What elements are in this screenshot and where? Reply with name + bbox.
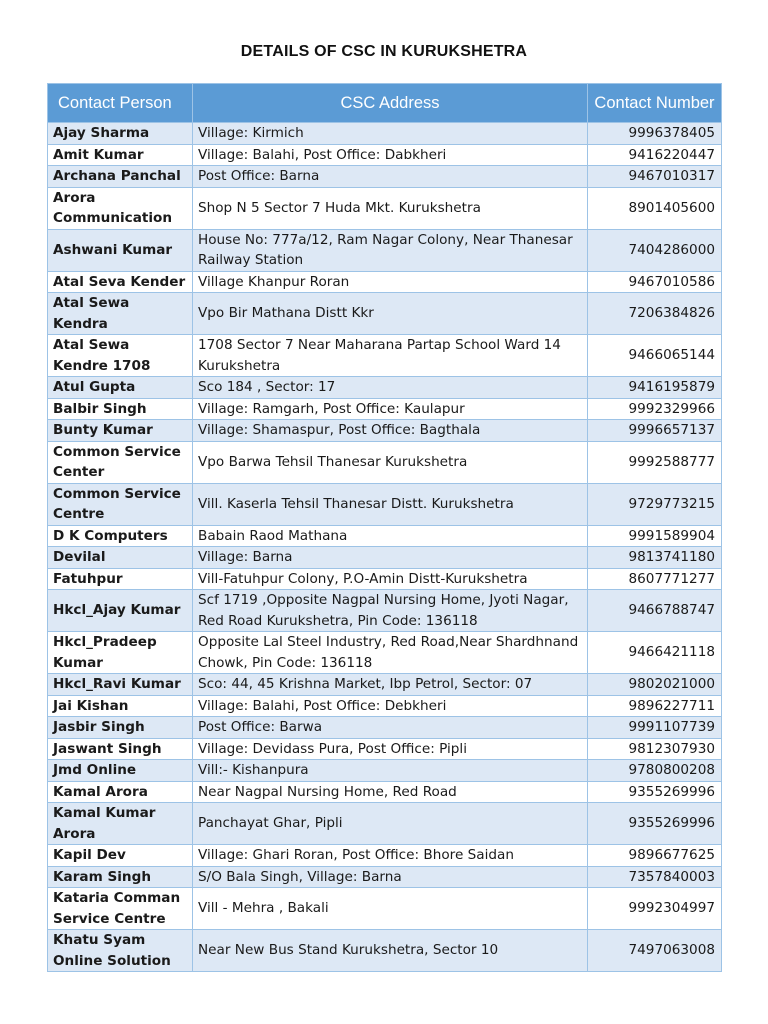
table-row	[48, 866, 722, 888]
csc-address-cell: Post Office: Barwa	[193, 717, 588, 739]
contact-number-cell: 9991589904	[588, 525, 722, 547]
table-row	[48, 293, 722, 335]
table-row	[48, 760, 722, 782]
contact-number-cell: 9896677625	[588, 845, 722, 867]
column-header-contact-person: Contact Person	[48, 84, 193, 123]
csc-address-cell: Sco 184 , Sector: 17	[193, 377, 588, 399]
contact-number-cell: 9991107739	[588, 717, 722, 739]
contact-person-cell: Jmd Online	[48, 760, 193, 782]
csc-address-cell: Village: Barna	[193, 547, 588, 569]
csc-address-cell: Village: Balahi, Post Office: Debkheri	[193, 695, 588, 717]
csc-address-cell: Near New Bus Stand Kurukshetra, Sector 10	[193, 930, 588, 972]
contact-person-cell: Ajay Sharma	[48, 123, 193, 145]
contact-number-cell: 8607771277	[588, 568, 722, 590]
contact-number-cell: 9466421118	[588, 632, 722, 674]
contact-number-cell: 8901405600	[588, 187, 722, 229]
table-row	[48, 166, 722, 188]
contact-number-cell: 9992588777	[588, 441, 722, 483]
contact-person-cell: Ashwani Kumar	[48, 229, 193, 271]
contact-number-cell: 9416220447	[588, 144, 722, 166]
csc-address-cell: Village: Ghari Roran, Post Office: Bhore Saidan	[193, 845, 588, 867]
table-row	[48, 590, 722, 632]
contact-number-cell: 9467010317	[588, 166, 722, 188]
csc-address-cell: Vill - Mehra , Bakali	[193, 888, 588, 930]
table-body	[48, 123, 722, 972]
csc-address-cell: Post Office: Barna	[193, 166, 588, 188]
contact-number-cell: 7404286000	[588, 229, 722, 271]
contact-number-cell: 7206384826	[588, 293, 722, 335]
contact-person-cell: Kamal Kumar Arora	[48, 803, 193, 845]
contact-person-cell: Arora Communication	[48, 187, 193, 229]
table-row	[48, 930, 722, 972]
table-row	[48, 377, 722, 399]
csc-address-cell: Sco: 44, 45 Krishna Market, Ibp Petrol, Sector: 07	[193, 674, 588, 696]
table-row	[48, 632, 722, 674]
contact-person-cell: Atal Sewa Kendra	[48, 293, 193, 335]
column-header-csc-address: CSC Address	[193, 84, 588, 123]
csc-address-cell: Village: Devidass Pura, Post Office: Pipli	[193, 738, 588, 760]
table-row	[48, 525, 722, 547]
csc-address-cell: Scf 1719 ,Opposite Nagpal Nursing Home, Jyoti Nagar, Red Road Kurukshetra, Pin Code: 136118	[193, 590, 588, 632]
contact-number-cell: 9812307930	[588, 738, 722, 760]
table-row	[48, 335, 722, 377]
csc-address-cell: Village Khanpur Roran	[193, 271, 588, 293]
csc-address-cell: Vpo Barwa Tehsil Thanesar Kurukshetra	[193, 441, 588, 483]
csc-address-cell: Babain Raod Mathana	[193, 525, 588, 547]
contact-number-cell: 9780800208	[588, 760, 722, 782]
contact-person-cell: Hkcl_Ajay Kumar	[48, 590, 193, 632]
contact-person-cell: Atul Gupta	[48, 377, 193, 399]
contact-person-cell: Devilal	[48, 547, 193, 569]
table-row	[48, 738, 722, 760]
contact-person-cell: Atal Sewa Kendre 1708	[48, 335, 193, 377]
contact-person-cell: Common Service Centre	[48, 483, 193, 525]
csc-address-cell: Vpo Bir Mathana Distt Kkr	[193, 293, 588, 335]
table-row	[48, 441, 722, 483]
contact-person-cell: Jaswant Singh	[48, 738, 193, 760]
contact-person-cell: Jai Kishan	[48, 695, 193, 717]
contact-person-cell: Bunty Kumar	[48, 420, 193, 442]
contact-number-cell: 9466065144	[588, 335, 722, 377]
contact-number-cell: 9466788747	[588, 590, 722, 632]
table-row	[48, 803, 722, 845]
csc-address-cell: Opposite Lal Steel Industry, Red Road,Near Shardhnand Chowk, Pin Code: 136118	[193, 632, 588, 674]
contact-number-cell: 9355269996	[588, 803, 722, 845]
contact-number-cell: 9355269996	[588, 781, 722, 803]
csc-address-cell: Village: Kirmich	[193, 123, 588, 145]
csc-address-cell: Vill:- Kishanpura	[193, 760, 588, 782]
table-row	[48, 271, 722, 293]
column-header-contact-number: Contact Number	[588, 84, 722, 123]
table-row	[48, 398, 722, 420]
contact-person-cell: D K Computers	[48, 525, 193, 547]
contact-person-cell: Kataria Comman Service Centre	[48, 888, 193, 930]
contact-person-cell: Common Service Center	[48, 441, 193, 483]
contact-person-cell: Fatuhpur	[48, 568, 193, 590]
table-row	[48, 420, 722, 442]
csc-address-cell: Village: Ramgarh, Post Office: Kaulapur	[193, 398, 588, 420]
table-row	[48, 845, 722, 867]
table-row	[48, 888, 722, 930]
contact-person-cell: Archana Panchal	[48, 166, 193, 188]
table-row	[48, 483, 722, 525]
table-row	[48, 144, 722, 166]
table-row	[48, 695, 722, 717]
contact-number-cell: 9996378405	[588, 123, 722, 145]
contact-number-cell: 9992304997	[588, 888, 722, 930]
contact-number-cell: 9896227711	[588, 695, 722, 717]
table-row	[48, 674, 722, 696]
contact-person-cell: Hkcl_Ravi Kumar	[48, 674, 193, 696]
table-row	[48, 717, 722, 739]
contact-number-cell: 7357840003	[588, 866, 722, 888]
contact-number-cell: 9813741180	[588, 547, 722, 569]
contact-person-cell: Balbir Singh	[48, 398, 193, 420]
csc-address-cell: Village: Shamaspur, Post Office: Bagthala	[193, 420, 588, 442]
csc-table	[47, 83, 722, 972]
contact-number-cell: 9802021000	[588, 674, 722, 696]
table-header	[48, 84, 722, 123]
csc-address-cell: Vill-Fatuhpur Colony, P.O-Amin Distt-Kurukshetra	[193, 568, 588, 590]
contact-number-cell: 9467010586	[588, 271, 722, 293]
csc-address-cell: Near Nagpal Nursing Home, Red Road	[193, 781, 588, 803]
contact-number-cell: 9416195879	[588, 377, 722, 399]
contact-person-cell: Kapil Dev	[48, 845, 193, 867]
contact-person-cell: Karam Singh	[48, 866, 193, 888]
table-row	[48, 568, 722, 590]
table-row	[48, 123, 722, 145]
contact-person-cell: Amit Kumar	[48, 144, 193, 166]
contact-person-cell: Jasbir Singh	[48, 717, 193, 739]
header-row	[48, 84, 722, 123]
table-row	[48, 781, 722, 803]
contact-person-cell: Hkcl_Pradeep Kumar	[48, 632, 193, 674]
csc-address-cell: Village: Balahi, Post Office: Dabkheri	[193, 144, 588, 166]
csc-address-cell: Shop N 5 Sector 7 Huda Mkt. Kurukshetra	[193, 187, 588, 229]
document-title: DETAILS OF CSC IN KURUKSHETRA	[240, 43, 528, 60]
table-row	[48, 229, 722, 271]
contact-person-cell: Atal Seva Kender	[48, 271, 193, 293]
csc-address-cell: Vill. Kaserla Tehsil Thanesar Distt. Kurukshetra	[193, 483, 588, 525]
contact-number-cell: 7497063008	[588, 930, 722, 972]
contact-person-cell: Kamal Arora	[48, 781, 193, 803]
csc-address-cell: Panchayat Ghar, Pipli	[193, 803, 588, 845]
contact-person-cell: Khatu Syam Online Solution	[48, 930, 193, 972]
contact-number-cell: 9992329966	[588, 398, 722, 420]
contact-number-cell: 9996657137	[588, 420, 722, 442]
table-row	[48, 547, 722, 569]
csc-address-cell: S/O Bala Singh, Village: Barna	[193, 866, 588, 888]
csc-address-cell: House No: 777a/12, Ram Nagar Colony, Near Thanesar Railway Station	[193, 229, 588, 271]
csc-address-cell: 1708 Sector 7 Near Maharana Partap School Ward 14 Kurukshetra	[193, 335, 588, 377]
contact-number-cell: 9729773215	[588, 483, 722, 525]
table-row	[48, 187, 722, 229]
